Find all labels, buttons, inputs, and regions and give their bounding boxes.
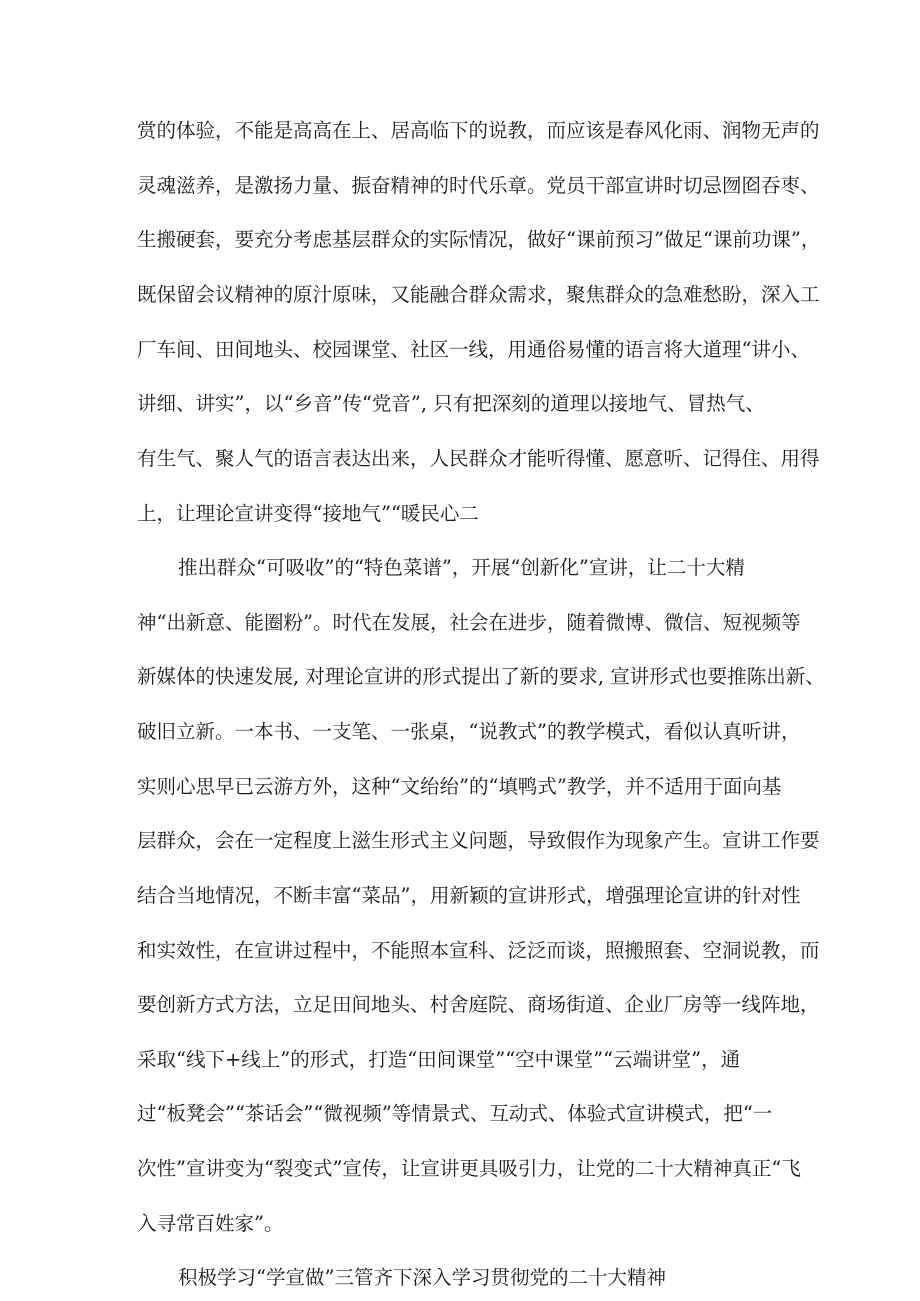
text-line: 采取“线下+线上”的形式，打造“田间课堂”“空中课堂”“云端讲堂”，通 [137, 1048, 741, 1071]
text-line: 过“板凳会”“茶话会”“微视频”等情景式、互动式、体验式宣讲模式，把“一 [137, 1102, 773, 1125]
section-heading: 积极学习“学宣做”三管齐下深入学习贯彻党的二十大精神 [178, 1266, 666, 1289]
text-line: 生搬硬套，要充分考虑基层群众的实际情况，做好“课前预习”做足“课前功课”， [137, 228, 821, 251]
text-line: 讲细、讲实”，以“乡音”传“党音”, 只有把深刻的道理以接地气、冒热气、 [137, 392, 765, 415]
text-line: 神“出新意、能圈粉”。时代在发展，社会在进步，随着微博、微信、短视频等 [137, 611, 801, 634]
text-line: 有生气、聚人气的语言表达出来，人民群众才能听得懂、愿意听、记得住、用得 [137, 447, 820, 470]
text-line: 上，让理论宣讲变得“接地气”“暖民心二 [137, 502, 479, 525]
text-line: 入寻常百姓家”。 [137, 1212, 284, 1235]
text-line: 新媒体的快速发展, 对理论宣讲的形式提出了新的要求, 宣讲形式也要推陈出新、 [137, 665, 825, 688]
text-line: 推出群众“可吸收”的“特色菜谱”，开展“创新化”宣讲，让二十大精 [178, 556, 745, 579]
text-line: 要创新方式方法，立足田间地头、村舍庭院、商场街道、企业厂房等一线阵地， [137, 993, 820, 1016]
text-line: 和实效性，在宣讲过程中，不能照本宣科、泛泛而谈，照搬照套、空洞说教，而 [137, 939, 820, 962]
text-line: 破旧立新。一本书、一支笔、一张桌，“说教式”的教学模式，看似认真听讲， [137, 720, 801, 743]
text-line: 厂车间、田间地头、校园课堂、社区一线，用通俗易懂的语言将大道理“讲小、 [137, 338, 810, 361]
text-line: 既保留会议精神的原汁原味，又能融合群众需求，聚焦群众的急难愁盼，深入工 [137, 283, 820, 306]
text-line: 灵魂滋养，是激扬力量、振奋精神的时代乐章。党员干部宣讲时切忌囫囵吞枣、 [137, 174, 820, 197]
text-line: 层群众，会在一定程度上滋生形式主义问题，导致假作为现象产生。宣讲工作要 [137, 829, 820, 852]
text-line: 实则心思早已云游方外，这种“文绐绐”的“填鸭式”教学，并不适用于面向基 [137, 775, 782, 798]
text-line: 赏的体验，不能是高高在上、居高临下的说教，而应该是春风化雨、润物无声的 [137, 119, 820, 142]
text-line: 结合当地情况，不断丰富“菜品”，用新颖的宣讲形式，增强理论宣讲的针对性 [137, 884, 801, 907]
text-line: 次性”宣讲变为“裂变式”宣传，让宣讲更具吸引力，让党的二十大精神真正“飞 [137, 1157, 801, 1180]
